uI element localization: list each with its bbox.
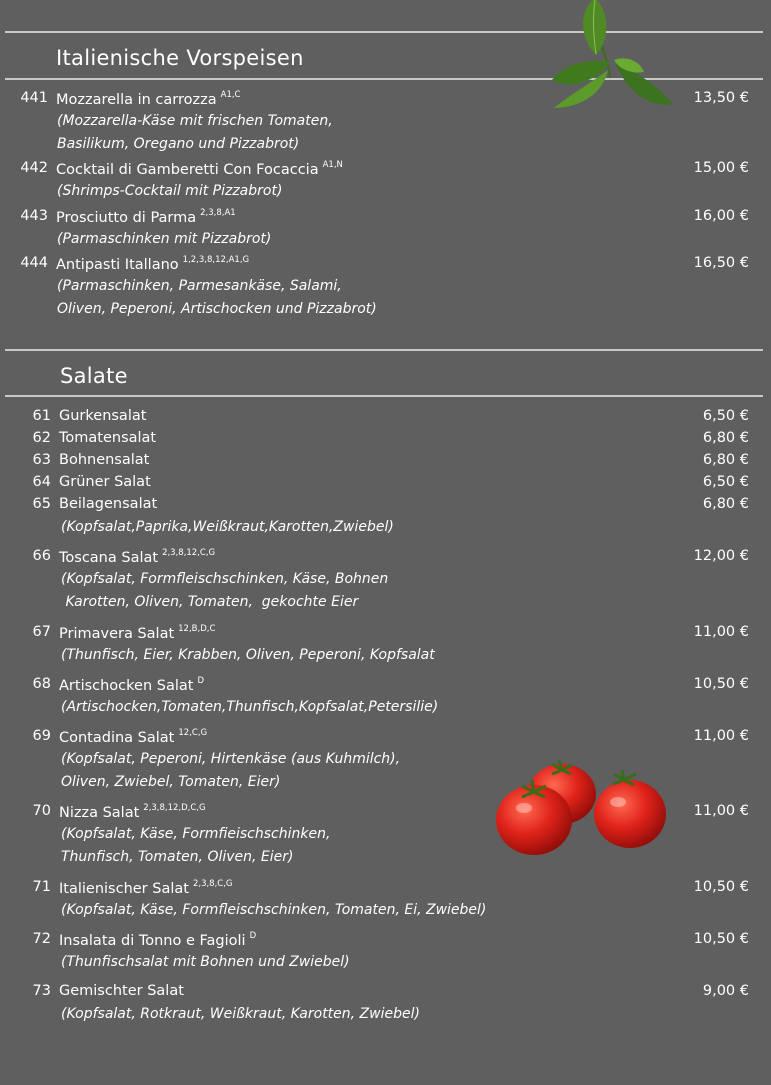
item-number: 62 xyxy=(32,430,51,446)
item-price: 13,50 € xyxy=(693,90,749,106)
item-description: (Parmaschinken mit Pizzabrot) xyxy=(57,231,272,247)
item-price: 6,50 € xyxy=(702,408,749,424)
item-name-text: Cocktail di Gamberetti Con Focaccia xyxy=(56,162,319,178)
item-number: 70 xyxy=(32,803,51,819)
item-name xyxy=(56,255,249,273)
item-name xyxy=(59,879,233,897)
item-description: Basilikum, Oregano und Pizzabrot) xyxy=(57,136,300,152)
item-name xyxy=(59,624,215,642)
item-price: 10,50 € xyxy=(693,676,749,692)
item-number: 67 xyxy=(32,624,51,640)
item-name xyxy=(59,452,149,468)
item-number: 64 xyxy=(32,474,51,490)
section-title-antipasti: Italienische Vorspeisen xyxy=(56,46,304,70)
item-name-text: Mozzarella in carrozza xyxy=(56,92,217,108)
item-name-text: Antipasti Itallano xyxy=(56,257,179,273)
item-description: Karotten, Oliven, Tomaten, gekochte Eier xyxy=(61,594,359,610)
salate-top-divider xyxy=(5,349,763,351)
item-price: 12,00 € xyxy=(693,548,749,564)
allergen-codes: 1,2,3,8,12,A1,G xyxy=(182,255,250,265)
item-price: 15,00 € xyxy=(693,160,749,176)
item-name xyxy=(56,160,343,178)
item-name-text: Toscana Salat xyxy=(59,550,159,566)
item-number: 65 xyxy=(32,496,51,512)
item-description: (Kopfsalat, Rotkraut, Weißkraut, Karotten, Zwiebel) xyxy=(61,1006,420,1022)
item-name-text: Contadina Salat xyxy=(59,730,175,746)
item-description: (Kopfsalat,Paprika,Weißkraut,Karotten,Zwiebel) xyxy=(61,519,394,535)
item-price: 16,00 € xyxy=(693,208,749,224)
item-price: 6,50 € xyxy=(702,474,749,490)
salate-divider xyxy=(5,395,763,397)
item-name xyxy=(59,408,146,424)
item-description: (Mozzarella-Käse mit frischen Tomaten, xyxy=(57,113,333,129)
allergen-codes: 2,3,8,12,C,G xyxy=(162,548,216,558)
item-name-text: Prosciutto di Parma xyxy=(56,210,197,226)
item-description: Oliven, Peperoni, Artischocken und Pizzabrot) xyxy=(57,301,377,317)
item-name-text: Gemischter Salat xyxy=(59,983,184,999)
item-number: 444 xyxy=(20,255,48,271)
item-name-text: Primavera Salat xyxy=(59,626,175,642)
item-price: 11,00 € xyxy=(693,624,749,640)
item-number: 68 xyxy=(32,676,51,692)
item-name-text: Insalata di Tonno e Fagioli xyxy=(59,933,246,949)
allergen-codes: 12,C,G xyxy=(178,728,208,738)
item-description: (Parmaschinken, Parmesankäse, Salami, xyxy=(57,278,342,294)
allergen-codes: A1,C xyxy=(220,90,241,100)
item-name-text: Nizza Salat xyxy=(59,805,140,821)
item-name xyxy=(59,430,156,446)
item-name xyxy=(56,90,241,108)
item-description: (Artischocken,Tomaten,Thunfisch,Kopfsalat,Petersilie) xyxy=(61,699,439,715)
item-description: (Thunfischsalat mit Bohnen und Zwiebel) xyxy=(61,954,350,970)
item-name-text: Grüner Salat xyxy=(59,474,151,490)
item-description: (Shrimps-Cocktail mit Pizzabrot) xyxy=(57,183,283,199)
allergen-codes: D xyxy=(249,931,257,941)
item-name xyxy=(59,983,184,999)
item-description: (Kopfsalat, Käse, Formfieischschinken, xyxy=(61,826,331,842)
item-number: 71 xyxy=(32,879,51,895)
item-description: (Kopfsalat, Formfleischschinken, Käse, Bohnen xyxy=(61,571,389,587)
item-name xyxy=(59,548,215,566)
item-name xyxy=(59,728,207,746)
item-name xyxy=(59,931,256,949)
item-number: 63 xyxy=(32,452,51,468)
allergen-codes: D xyxy=(197,676,204,686)
section-title-salate: Salate xyxy=(60,364,128,388)
item-number: 66 xyxy=(32,548,51,564)
item-price: 10,50 € xyxy=(693,879,749,895)
item-number: 72 xyxy=(32,931,51,947)
item-price: 6,80 € xyxy=(702,452,749,468)
item-price: 10,50 € xyxy=(693,931,749,947)
item-number: 443 xyxy=(20,208,48,224)
allergen-codes: 2,3,8,C,G xyxy=(192,879,233,889)
item-number: 69 xyxy=(32,728,51,744)
allergen-codes: 12,B,D,C xyxy=(178,624,216,634)
item-name-text: Bohnensalat xyxy=(59,452,150,468)
item-description: Thunfisch, Tomaten, Oliven, Eier) xyxy=(61,849,294,865)
item-name xyxy=(59,676,204,694)
item-description: (Kopfsalat, Käse, Formfleischschinken, Tomaten, Ei, Zwiebel) xyxy=(61,902,487,918)
item-description: (Kopfsalat, Peperoni, Hirtenkäse (aus Kuhmilch), xyxy=(61,751,401,767)
allergen-codes: A1,N xyxy=(322,160,343,170)
item-number: 441 xyxy=(20,90,48,106)
item-number: 61 xyxy=(32,408,51,424)
item-name-text: Gurkensalat xyxy=(59,408,147,424)
item-price: 9,00 € xyxy=(702,983,749,999)
tomatoes-icon xyxy=(494,758,669,858)
item-number: 442 xyxy=(20,160,48,176)
item-name-text: Artischocken Salat xyxy=(59,678,194,694)
item-description: (Thunfisch, Eier, Krabben, Oliven, Peperoni, Kopfsalat xyxy=(61,647,435,663)
item-price: 6,80 € xyxy=(702,430,749,446)
item-price: 6,80 € xyxy=(702,496,749,512)
item-price: 11,00 € xyxy=(693,728,749,744)
item-name-text: Tomatensalat xyxy=(59,430,157,446)
item-price: 16,50 € xyxy=(693,255,749,271)
allergen-codes: 2,3,8,12,D,C,G xyxy=(143,803,206,813)
allergen-codes: 2,3,8,A1 xyxy=(200,208,236,218)
item-name xyxy=(59,474,151,490)
item-name xyxy=(59,496,157,512)
item-name xyxy=(56,208,236,226)
item-name-text: Italienischer Salat xyxy=(59,881,189,897)
item-number: 73 xyxy=(32,983,51,999)
basil-icon xyxy=(548,0,678,110)
item-name xyxy=(59,803,206,821)
item-description: Oliven, Zwiebel, Tomaten, Eier) xyxy=(61,774,281,790)
item-name-text: Beilagensalat xyxy=(59,496,158,512)
item-price: 11,00 € xyxy=(693,803,749,819)
